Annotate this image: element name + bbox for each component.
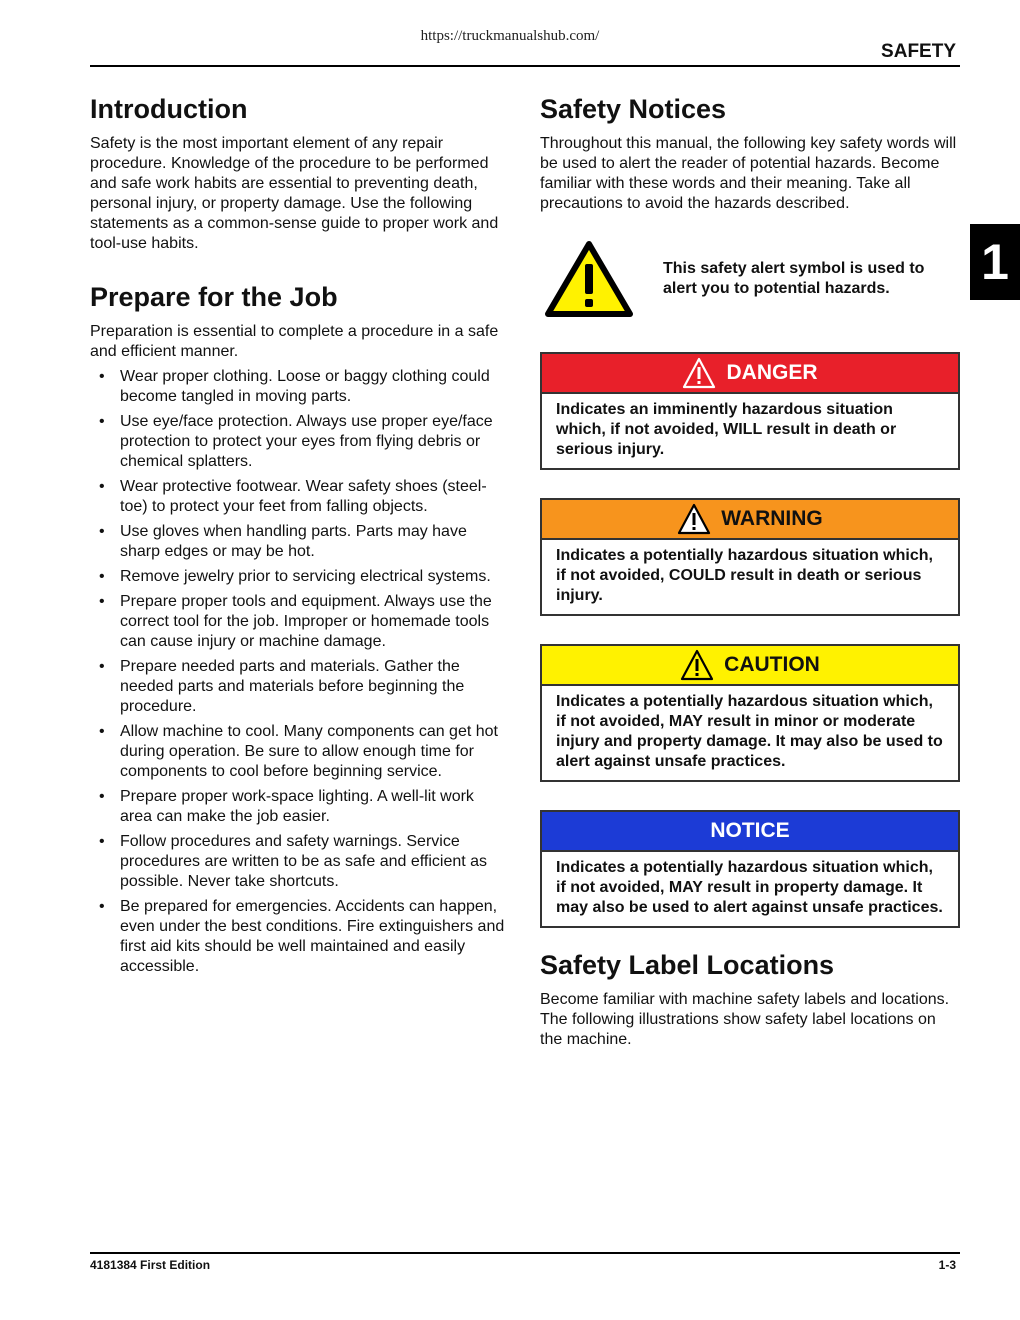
list-item: • Prepare proper work-space lighting. A well-lit work area can make the job easier. <box>90 787 510 827</box>
warning-header <box>542 500 958 540</box>
safety-label-locations-text: Become familiar with machine safety labels and locations. The following illustrations show safety label locations on the machine. <box>540 991 950 1048</box>
warning-triangle-icon <box>682 357 716 389</box>
source-url: https://truckmanualshub.com/ <box>420 28 600 44</box>
prepare-text: Preparation is essential to complete a procedure in a safe and efficient manner. <box>90 323 499 360</box>
list-item: • Wear protective footwear. Wear safety shoes (steel-toe) to protect your feet from falling objects. <box>90 477 510 517</box>
prepare-list <box>90 367 510 977</box>
notice-box <box>540 810 960 928</box>
list-item: • Follow procedures and safety warnings. Service procedures are written to be as safe and efficient as possible. Never take shortcuts. <box>90 832 510 892</box>
list-item: • Wear proper clothing. Loose or baggy clothing could become tangled in moving parts. <box>90 367 510 407</box>
list-item: • Remove jewelry prior to servicing electrical systems. <box>90 567 510 587</box>
caution-box <box>540 644 960 782</box>
list-item: • Use eye/face protection. Always use proper eye/face protection to protect your eyes from flying debris or chemical splatters. <box>90 412 510 472</box>
list-item: • Prepare proper tools and equipment. Always use the correct tool for the job. Improper or homemade tools can cause injury or machine damage. <box>90 592 510 652</box>
warning-triangle-icon <box>680 649 714 681</box>
caution-header <box>542 646 958 686</box>
list-item: • Use gloves when handling parts. Parts may have sharp edges or may be hot. <box>90 522 510 562</box>
footer-edition: 4181384 First Edition <box>90 1258 211 1272</box>
footer-rule <box>90 1252 960 1254</box>
header-rule <box>90 65 960 67</box>
safety-label-locations-heading: Safety Label Locations <box>540 950 835 980</box>
introduction-heading: Introduction <box>90 94 248 124</box>
safety-notices-heading: Safety Notices <box>540 94 727 124</box>
safety-notices-text: Throughout this manual, the following key safety words will be used to alert the reader of potential hazards. Become familiar with these words and their meaning. Take all precautions to avoid the hazards described. <box>540 135 957 212</box>
danger-header <box>542 354 958 394</box>
list-item: • Be prepared for emergencies. Accidents can happen, even under the best conditions. Fire extinguishers and first aid kits should be well maintained and easily accessible. <box>90 897 510 977</box>
chapter-tab: 1 <box>970 224 1020 300</box>
notice-label: NOTICE <box>710 819 790 842</box>
alert-symbol-text: This safety alert symbol is used to alert you to potential hazards. <box>663 260 925 297</box>
list-item: • Prepare needed parts and materials. Gather the needed parts and materials before beginning the procedure. <box>90 657 510 717</box>
danger-text: Indicates an imminently hazardous situation which, if not avoided, WILL result in death or serious injury. <box>556 401 897 458</box>
footer-page-number: 1-3 <box>938 1258 956 1272</box>
warning-triangle-icon <box>544 240 634 318</box>
danger-label: DANGER <box>726 361 818 384</box>
warning-box <box>540 498 960 616</box>
alert-symbol-row <box>540 236 960 322</box>
caution-label: CAUTION <box>724 653 820 676</box>
section-heading: SAFETY <box>881 41 956 62</box>
prepare-heading: Prepare for the Job <box>90 282 338 312</box>
warning-triangle-icon <box>677 503 711 535</box>
danger-box <box>540 352 960 470</box>
right-column <box>540 92 960 1050</box>
warning-text: Indicates a potentially hazardous situation which, if not avoided, COULD result in death or serious injury. <box>556 547 933 604</box>
notice-text: Indicates a potentially hazardous situation which, if not avoided, MAY result in property damage. It may also be used to alert against unsafe practices. <box>556 859 943 916</box>
introduction-text: Safety is the most important element of any repair procedure. Knowledge of the procedure to be performed and safe work habits are essential to preventing death, personal injury, or property damage. Use the following statements as a common-sense guide to proper work and tool-use habits. <box>90 135 499 252</box>
list-item: • Allow machine to cool. Many components can get hot during operation. Be sure to allow enough time for components to cool before beginning service. <box>90 722 510 782</box>
warning-label: WARNING <box>721 507 823 530</box>
notice-header <box>542 812 958 852</box>
caution-text: Indicates a potentially hazardous situation which, if not avoided, MAY result in minor or moderate injury and property damage. It may also be used to alert against unsafe practices. <box>556 693 943 770</box>
left-column <box>90 92 510 982</box>
